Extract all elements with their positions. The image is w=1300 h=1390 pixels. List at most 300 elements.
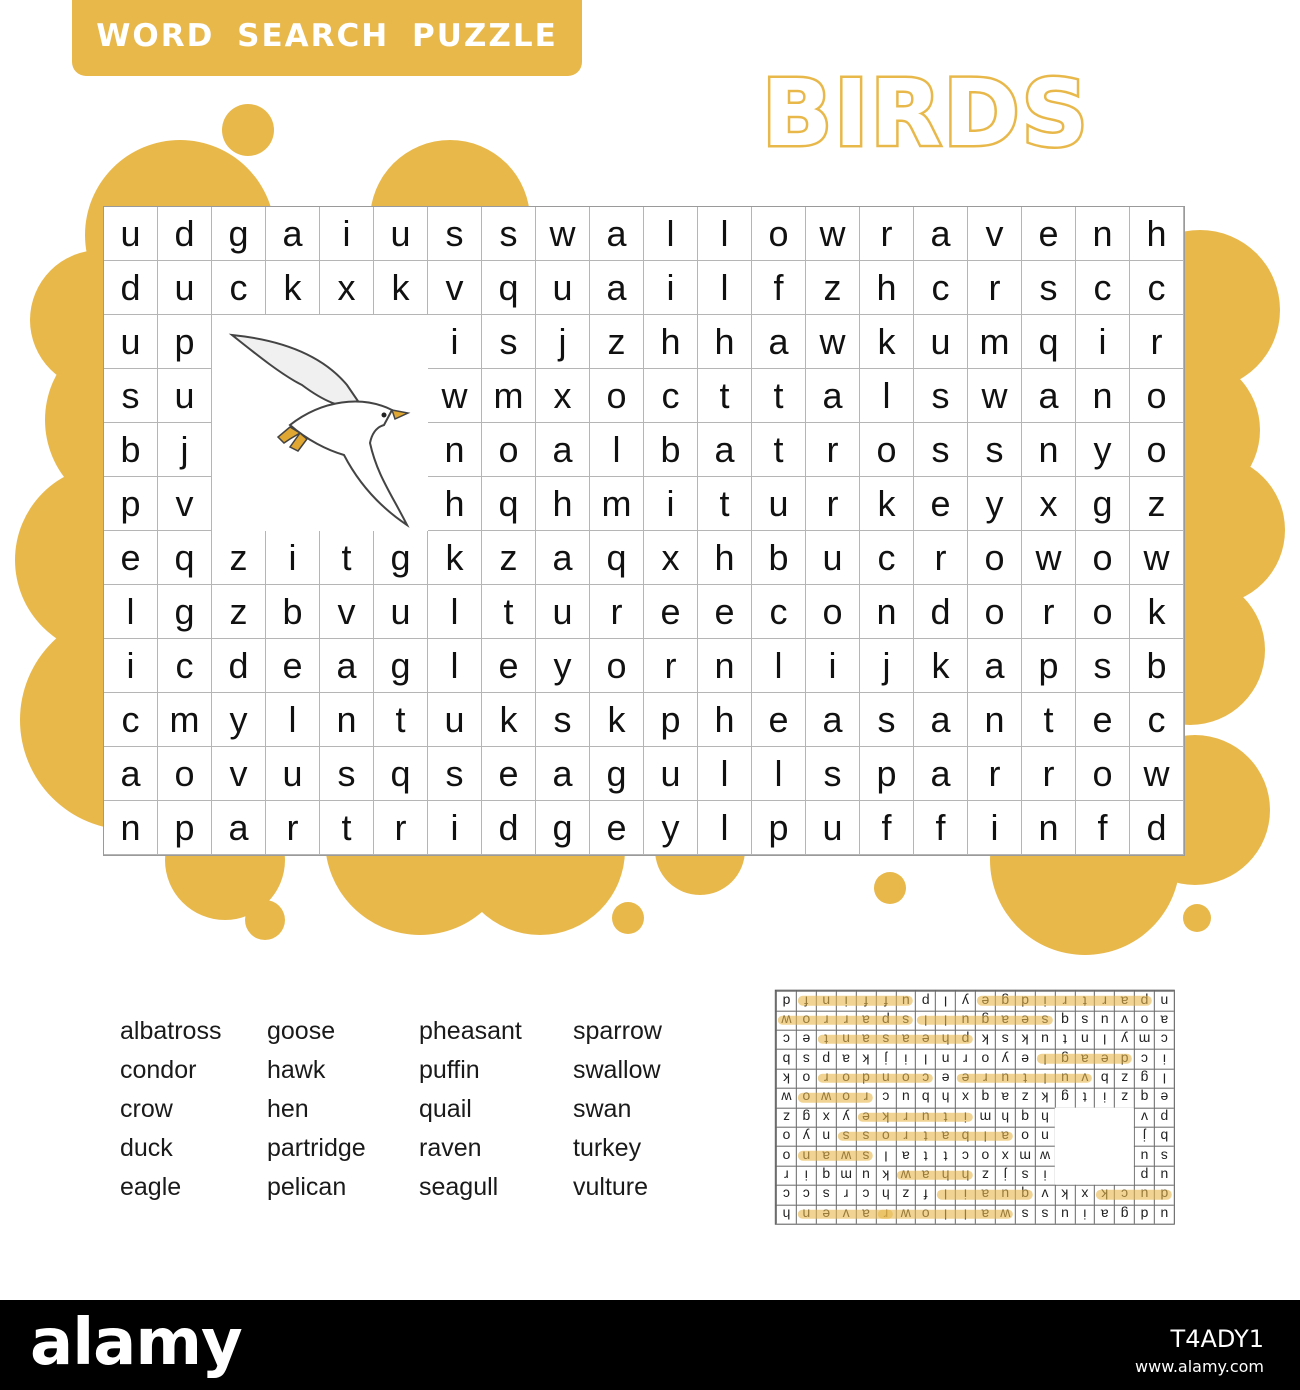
answer-key-cell: t <box>1054 1030 1074 1049</box>
answer-highlight <box>1096 1190 1172 1199</box>
grid-cell: r <box>968 261 1022 315</box>
answer-key-cell: s <box>1015 1166 1035 1185</box>
word-item: seagull <box>419 1173 499 1201</box>
answer-key-cell: g <box>796 1107 816 1126</box>
grid-cell: c <box>104 693 158 747</box>
answer-key-cell: e <box>935 1069 955 1088</box>
grid-cell: x <box>1022 477 1076 531</box>
grid-cell: u <box>428 693 482 747</box>
answer-key-cell: c <box>1154 1030 1174 1049</box>
grid-cell: v <box>320 585 374 639</box>
answer-key-cell: c <box>875 1088 895 1107</box>
grid-cell: n <box>1022 801 1076 855</box>
grid-cell: z <box>212 531 266 585</box>
answer-key-cell: u <box>1154 1204 1174 1223</box>
grid-cell: i <box>428 315 482 369</box>
grid-cell: w <box>968 369 1022 423</box>
grid-cell: r <box>590 585 644 639</box>
grid-cell: l <box>698 801 752 855</box>
word-item: goose <box>267 1017 336 1045</box>
grid-cell: l <box>698 207 752 261</box>
grid-cell: o <box>590 639 644 693</box>
grid-cell: f <box>752 261 806 315</box>
answer-key-illustration-gap <box>1054 1107 1134 1185</box>
grid-cell: h <box>536 477 590 531</box>
answer-key-cell: a <box>995 1088 1015 1107</box>
answer-key-cell: s <box>1074 1010 1094 1029</box>
answer-key <box>775 990 1175 1225</box>
answer-key-cell: z <box>975 1166 995 1185</box>
grid-cell: x <box>536 369 590 423</box>
grid-cell: q <box>482 261 536 315</box>
grid-cell: v <box>968 207 1022 261</box>
answer-key-cell: o <box>776 1146 796 1165</box>
grid-cell: y <box>968 477 1022 531</box>
answer-key-cell: o <box>1015 1127 1035 1146</box>
answer-key-cell: u <box>1134 1146 1154 1165</box>
grid-cell: s <box>1076 639 1130 693</box>
grid-cell: b <box>266 585 320 639</box>
grid-cell: x <box>644 531 698 585</box>
grid-cell: u <box>752 477 806 531</box>
grid-cell: q <box>158 531 212 585</box>
word-item: albatross <box>120 1017 222 1045</box>
word-item: sparrow <box>573 1017 662 1045</box>
answer-key-cell: i <box>1074 1204 1094 1223</box>
grid-cell: n <box>968 693 1022 747</box>
word-list-column <box>419 1012 573 1207</box>
grid-cell: r <box>644 639 698 693</box>
grid-cell: d <box>482 801 536 855</box>
answer-key-cell: u <box>1154 1166 1174 1185</box>
answer-key-cell: q <box>1134 1088 1154 1107</box>
answer-key-cell: v <box>1134 1107 1154 1126</box>
word-item: pelican <box>267 1173 347 1201</box>
answer-key-cell: l <box>915 1049 935 1068</box>
grid-cell: g <box>158 585 212 639</box>
grid-cell: u <box>374 585 428 639</box>
grid-cell: i <box>1076 315 1130 369</box>
grid-cell: n <box>428 423 482 477</box>
grid-cell: v <box>158 477 212 531</box>
answer-key-cell: e <box>796 1030 816 1049</box>
grid-cell: o <box>482 423 536 477</box>
grid-cell: a <box>752 315 806 369</box>
grid-cell: t <box>374 693 428 747</box>
grid-cell: p <box>752 801 806 855</box>
grid-cell: b <box>644 423 698 477</box>
grid-cell: v <box>212 747 266 801</box>
grid-cell: k <box>860 477 914 531</box>
grid-cell: t <box>752 369 806 423</box>
answer-key-cell: p <box>816 1049 836 1068</box>
answer-key-cell: i <box>1154 1049 1174 1068</box>
answer-key-cell: x <box>955 1088 975 1107</box>
grid-cell: r <box>1022 747 1076 801</box>
answer-key-cell: k <box>856 1049 876 1068</box>
answer-key-cell: p <box>1134 1166 1154 1185</box>
grid-cell: w <box>536 207 590 261</box>
grid-cell: u <box>806 801 860 855</box>
grid-cell: e <box>752 693 806 747</box>
answer-key-cell: e <box>1015 1049 1035 1068</box>
answer-key-cell: z <box>776 1107 796 1126</box>
answer-key-cell: r <box>836 1185 856 1204</box>
answer-key-cell: q <box>1054 1010 1074 1029</box>
answer-key-cell: n <box>1074 1030 1094 1049</box>
grid-cell: a <box>212 801 266 855</box>
grid-cell: p <box>1022 639 1076 693</box>
grid-cell: s <box>1022 261 1076 315</box>
grid-cell: y <box>1076 423 1130 477</box>
grid-cell: h <box>1130 207 1184 261</box>
answer-key-cell: c <box>776 1030 796 1049</box>
grid-cell: u <box>536 261 590 315</box>
grid-cell: o <box>1076 585 1130 639</box>
word-item: raven <box>419 1134 482 1162</box>
grid-cell: k <box>590 693 644 747</box>
answer-key-cell: c <box>856 1185 876 1204</box>
grid-cell: z <box>1130 477 1184 531</box>
grid-cell: w <box>1130 531 1184 585</box>
grid-cell: s <box>320 747 374 801</box>
answer-key-cell: g <box>1114 1204 1134 1223</box>
grid-cell: z <box>212 585 266 639</box>
grid-cell: e <box>1022 207 1076 261</box>
grid-cell: w <box>428 369 482 423</box>
grid-cell: h <box>860 261 914 315</box>
grid-cell: j <box>860 639 914 693</box>
answer-key-cell: c <box>955 1146 975 1165</box>
grid-cell: z <box>482 531 536 585</box>
grid-cell: n <box>1076 207 1130 261</box>
answer-key-cell: m <box>1015 1146 1035 1165</box>
answer-key-cell: w <box>776 1088 796 1107</box>
grid-cell: i <box>320 207 374 261</box>
answer-key-cell: l <box>1094 1030 1114 1049</box>
answer-highlight <box>818 1074 933 1083</box>
word-item: hawk <box>267 1056 326 1084</box>
grid-cell: s <box>482 315 536 369</box>
grid-cell: s <box>104 369 158 423</box>
grid-cell: a <box>968 639 1022 693</box>
grid-cell: d <box>212 639 266 693</box>
grid-cell: f <box>860 801 914 855</box>
seagull-icon <box>212 315 428 531</box>
grid-cell: t <box>320 531 374 585</box>
answer-highlight <box>937 1190 1033 1199</box>
answer-key-cell: a <box>1094 1204 1114 1223</box>
grid-cell: u <box>536 585 590 639</box>
grid-cell: c <box>1076 261 1130 315</box>
grid-cell: u <box>914 315 968 369</box>
grid-cell: v <box>428 261 482 315</box>
grid-cell: w <box>1022 531 1076 585</box>
grid-cell: l <box>752 747 806 801</box>
answer-key-cell: k <box>776 1069 796 1088</box>
answer-highlight <box>798 1209 894 1218</box>
word-item: turkey <box>573 1134 642 1162</box>
grid-cell: n <box>1076 369 1130 423</box>
word-item: quail <box>419 1095 472 1123</box>
grid-cell: z <box>590 315 644 369</box>
answer-highlight <box>897 1171 973 1180</box>
answer-key-cell: m <box>836 1166 856 1185</box>
grid-cell: o <box>1076 747 1130 801</box>
word-item: duck <box>120 1134 173 1162</box>
answer-highlight <box>798 996 913 1005</box>
image-id: T4ADY1 <box>1170 1325 1264 1353</box>
answer-key-cell: u <box>1094 1010 1114 1029</box>
answer-key-cell: c <box>796 1185 816 1204</box>
grid-cell: j <box>158 423 212 477</box>
answer-key-cell: i <box>895 1049 915 1068</box>
grid-cell: o <box>806 585 860 639</box>
answer-key-cell: u <box>1054 1204 1074 1223</box>
answer-key-cell: y <box>796 1127 816 1146</box>
grid-cell: l <box>428 585 482 639</box>
grid-cell: c <box>914 261 968 315</box>
grid-cell: o <box>968 531 1022 585</box>
grid-cell: o <box>752 207 806 261</box>
grid-cell: a <box>536 423 590 477</box>
answer-key-cell: g <box>1134 1069 1154 1088</box>
grid-cell: r <box>914 531 968 585</box>
grid-cell: r <box>968 747 1022 801</box>
grid-cell: h <box>428 477 482 531</box>
grid-cell: e <box>914 477 968 531</box>
answer-key-cell: o <box>796 1069 816 1088</box>
grid-cell: a <box>536 531 590 585</box>
grid-cell: p <box>104 477 158 531</box>
grid-cell: q <box>590 531 644 585</box>
answer-key-cell: f <box>915 1185 935 1204</box>
grid-cell: w <box>806 315 860 369</box>
grid-cell: g <box>536 801 590 855</box>
grid-cell: s <box>968 423 1022 477</box>
grid-cell: i <box>644 477 698 531</box>
answer-key-cell: b <box>1154 1127 1174 1146</box>
grid-cell: f <box>1076 801 1130 855</box>
answer-key-cell: k <box>975 1030 995 1049</box>
answer-key-cell: n <box>1035 1127 1055 1146</box>
answer-key-cell: h <box>935 1088 955 1107</box>
answer-key-cell: m <box>1134 1030 1154 1049</box>
answer-key-cell: n <box>816 1127 836 1146</box>
grid-cell: e <box>644 585 698 639</box>
answer-key-cell: z <box>1114 1069 1134 1088</box>
grid-cell: s <box>914 423 968 477</box>
word-item: pheasant <box>419 1017 522 1045</box>
grid-cell: x <box>320 261 374 315</box>
grid-cell: l <box>698 261 752 315</box>
grid-cell: c <box>752 585 806 639</box>
answer-key-cell: j <box>995 1166 1015 1185</box>
answer-key-cell: y <box>1114 1030 1134 1049</box>
answer-key-cell: g <box>1054 1088 1074 1107</box>
grid-cell: a <box>590 207 644 261</box>
grid-cell: b <box>752 531 806 585</box>
grid-cell: d <box>1130 801 1184 855</box>
grid-cell: s <box>914 369 968 423</box>
grid-cell: l <box>104 585 158 639</box>
grid-cell: n <box>860 585 914 639</box>
grid-cell: l <box>644 207 698 261</box>
grid-cell: t <box>320 801 374 855</box>
grid-cell: i <box>428 801 482 855</box>
grid-cell: k <box>860 315 914 369</box>
grid-cell: h <box>698 315 752 369</box>
grid-cell: k <box>1130 585 1184 639</box>
grid-cell: a <box>806 693 860 747</box>
grid-cell: h <box>698 531 752 585</box>
answer-key-cell: s <box>995 1030 1015 1049</box>
answer-key-cell: b <box>915 1088 935 1107</box>
grid-cell: g <box>374 531 428 585</box>
word-item: puffin <box>419 1056 480 1084</box>
grid-cell: n <box>698 639 752 693</box>
answer-key-cell: o <box>776 1127 796 1146</box>
grid-cell: k <box>914 639 968 693</box>
answer-key-cell: z <box>895 1185 915 1204</box>
answer-key-cell: o <box>975 1146 995 1165</box>
footer-bar <box>0 1300 1300 1390</box>
grid-cell: u <box>104 207 158 261</box>
grid-cell: a <box>104 747 158 801</box>
footer-info <box>1135 1325 1264 1376</box>
answer-key-cell: r <box>776 1166 796 1185</box>
answer-key-cell: j <box>875 1049 895 1068</box>
answer-key-cell: x <box>816 1107 836 1126</box>
grid-cell: u <box>158 369 212 423</box>
grid-cell: d <box>158 207 212 261</box>
grid-cell: r <box>374 801 428 855</box>
answer-key-cell: l <box>875 1146 895 1165</box>
grid-cell: k <box>374 261 428 315</box>
grid-cell: g <box>212 207 266 261</box>
answer-key-cell: s <box>816 1185 836 1204</box>
answer-key-cell: s <box>1015 1204 1035 1223</box>
grid-cell: c <box>644 369 698 423</box>
grid-cell: o <box>860 423 914 477</box>
grid-cell: p <box>158 315 212 369</box>
answer-key-cell: q <box>1015 1107 1035 1126</box>
answer-key-cell: i <box>1035 1166 1055 1185</box>
word-list-column <box>573 1012 713 1207</box>
answer-key-cell: u <box>1035 1030 1055 1049</box>
grid-cell: t <box>698 477 752 531</box>
answer-key-cell: p <box>915 991 935 1010</box>
answer-key-cell: o <box>1134 1010 1154 1029</box>
grid-cell: e <box>482 747 536 801</box>
answer-key-cell: h <box>1035 1107 1055 1126</box>
answer-key-cell: r <box>955 1049 975 1068</box>
grid-cell: r <box>266 801 320 855</box>
answer-key-cell: m <box>975 1107 995 1126</box>
grid-cell: t <box>1022 693 1076 747</box>
grid-cell: s <box>860 693 914 747</box>
answer-key-cell: k <box>1035 1088 1055 1107</box>
grid-cell: i <box>266 531 320 585</box>
grid-cell: i <box>644 261 698 315</box>
grid-cell: n <box>1022 423 1076 477</box>
grid-cell: a <box>320 639 374 693</box>
grid-cell: b <box>1130 639 1184 693</box>
grid-cell: c <box>212 261 266 315</box>
word-item: condor <box>120 1056 197 1084</box>
answer-key-cell: x <box>995 1146 1015 1165</box>
answer-key-cell: z <box>1114 1088 1134 1107</box>
answer-key-cell: t <box>1074 1088 1094 1107</box>
grid-cell: u <box>374 207 428 261</box>
banner-title: WORD SEARCH PUZZLE <box>72 0 582 76</box>
grid-cell: y <box>212 693 266 747</box>
answer-key-cell: k <box>875 1166 895 1185</box>
answer-key-cell: c <box>1134 1049 1154 1068</box>
footer-url: www.alamy.com <box>1135 1357 1264 1376</box>
word-item: crow <box>120 1095 173 1123</box>
grid-cell: s <box>428 207 482 261</box>
grid-cell: n <box>104 801 158 855</box>
grid-cell: m <box>482 369 536 423</box>
answer-key-cell: v <box>1035 1185 1055 1204</box>
answer-key-cell: y <box>955 991 975 1010</box>
word-item: eagle <box>120 1173 182 1201</box>
answer-highlight <box>977 996 1152 1005</box>
grid-cell: u <box>806 531 860 585</box>
answer-highlight <box>917 1015 1052 1024</box>
grid-cell: o <box>968 585 1022 639</box>
grid-cell: y <box>644 801 698 855</box>
answer-key-cell: y <box>836 1107 856 1126</box>
answer-key-cell: t <box>935 1146 955 1165</box>
answer-key-cell: s <box>796 1049 816 1068</box>
answer-key-cell: a <box>1154 1010 1174 1029</box>
grid-cell: m <box>590 477 644 531</box>
grid-cell: l <box>698 747 752 801</box>
grid-cell: t <box>752 423 806 477</box>
word-list <box>120 1012 713 1207</box>
grid-cell: g <box>374 639 428 693</box>
grid-cell: u <box>266 747 320 801</box>
answer-key-cell: i <box>796 1166 816 1185</box>
grid-cell: r <box>1130 315 1184 369</box>
grid-cell: w <box>1130 747 1184 801</box>
alamy-logo: alamy <box>30 1306 242 1380</box>
answer-key-cell: j <box>1134 1127 1154 1146</box>
word-item: swan <box>573 1095 632 1123</box>
grid-cell: c <box>860 531 914 585</box>
grid-cell: q <box>374 747 428 801</box>
grid-cell: a <box>914 747 968 801</box>
grid-cell: m <box>158 693 212 747</box>
answer-key-cell: t <box>915 1146 935 1165</box>
grid-cell: a <box>590 261 644 315</box>
grid-cell: c <box>158 639 212 693</box>
grid-cell: a <box>914 693 968 747</box>
grid-cell: g <box>1076 477 1130 531</box>
answer-key-cell: x <box>1074 1185 1094 1204</box>
grid-cell: i <box>104 639 158 693</box>
grid-cell: n <box>320 693 374 747</box>
grid-cell: l <box>428 639 482 693</box>
grid-cell: o <box>158 747 212 801</box>
grid-cell: a <box>536 747 590 801</box>
grid-cell: h <box>644 315 698 369</box>
answer-highlight <box>957 1074 1092 1083</box>
grid-cell: y <box>536 639 590 693</box>
answer-key-cell: h <box>875 1185 895 1204</box>
